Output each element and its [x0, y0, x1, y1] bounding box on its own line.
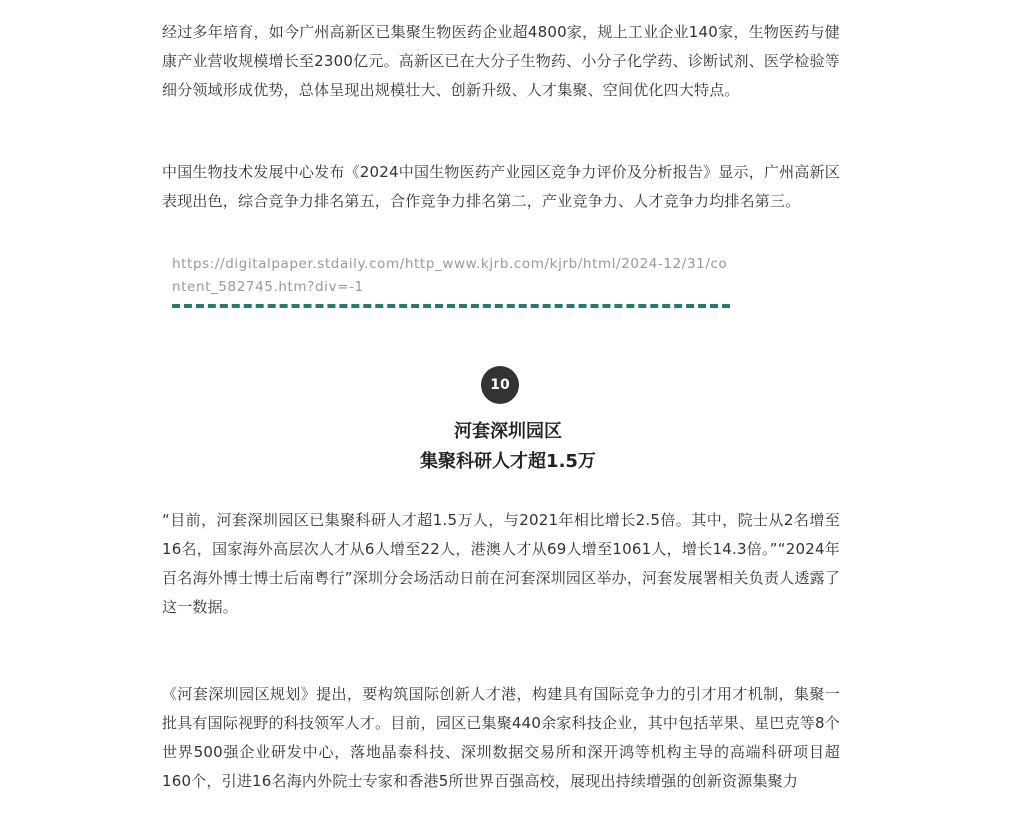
section-divider: [172, 304, 730, 308]
section-title-line1: 河套深圳园区: [454, 421, 562, 442]
paragraph-hetao-plan: 《河套深圳园区规划》提出，要构筑国际创新人才港，构建具有国际竞争力的引才用才机制，集聚一批具有国际视野的科技领军人才。目前，园区已集聚440余家科技企业，其中包括苹果、星巴克等8个世界500强企业研发中心，落地晶泰科技、深圳数据交易所和深开鸿等机构主导的高端科研项目超160个，引进16名海内外院士专家和香港5所世界百强高校，展现出持续增强的创新资源集聚力: [162, 685, 840, 790]
paragraph-guangzhou-biomedicine: 经过多年培育，如今广州高新区已集聚生物医药企业超4800家，规上工业企业140家，生物医药与健康产业营收规模增长至2300亿元。高新区已在大分子生物药、小分子化学药、诊断试剂、医学检验等细分领域形成优势，总体呈现出规模壮大、创新升级、人才集聚、空间优化四大特点。: [162, 23, 840, 99]
section-number-badge: 10: [481, 366, 519, 404]
source-link[interactable]: https://digitalpaper.stdaily.com/http_www.kjrb.com/kjrb/html/2024-12/31/content_582745.htm?div=-1: [172, 256, 728, 295]
paragraph-hetao-talent: “目前，河套深圳园区已集聚科研人才超1.5万人，与2021年相比增长2.5倍。其中，院士从2名增至16名，国家海外高层次人才从6人增至22人，港澳人才从69人增至1061人，增长14.3倍。”“2024年百名海外博士博士后南粤行”深圳分会场活动日前在河套深圳园区举办，河套发展署相关负责人透露了这一数据。: [162, 511, 840, 616]
paragraph-competitiveness-report: 中国生物技术发展中心发布《2024中国生物医药产业园区竞争力评价及分析报告》显示，广州高新区表现出色，综合竞争力排名第五，合作竞争力排名第二，产业竞争力、人才竞争力均排名第三。: [162, 163, 840, 210]
section-title-line2: 集聚科研人才超1.5万: [420, 451, 596, 472]
